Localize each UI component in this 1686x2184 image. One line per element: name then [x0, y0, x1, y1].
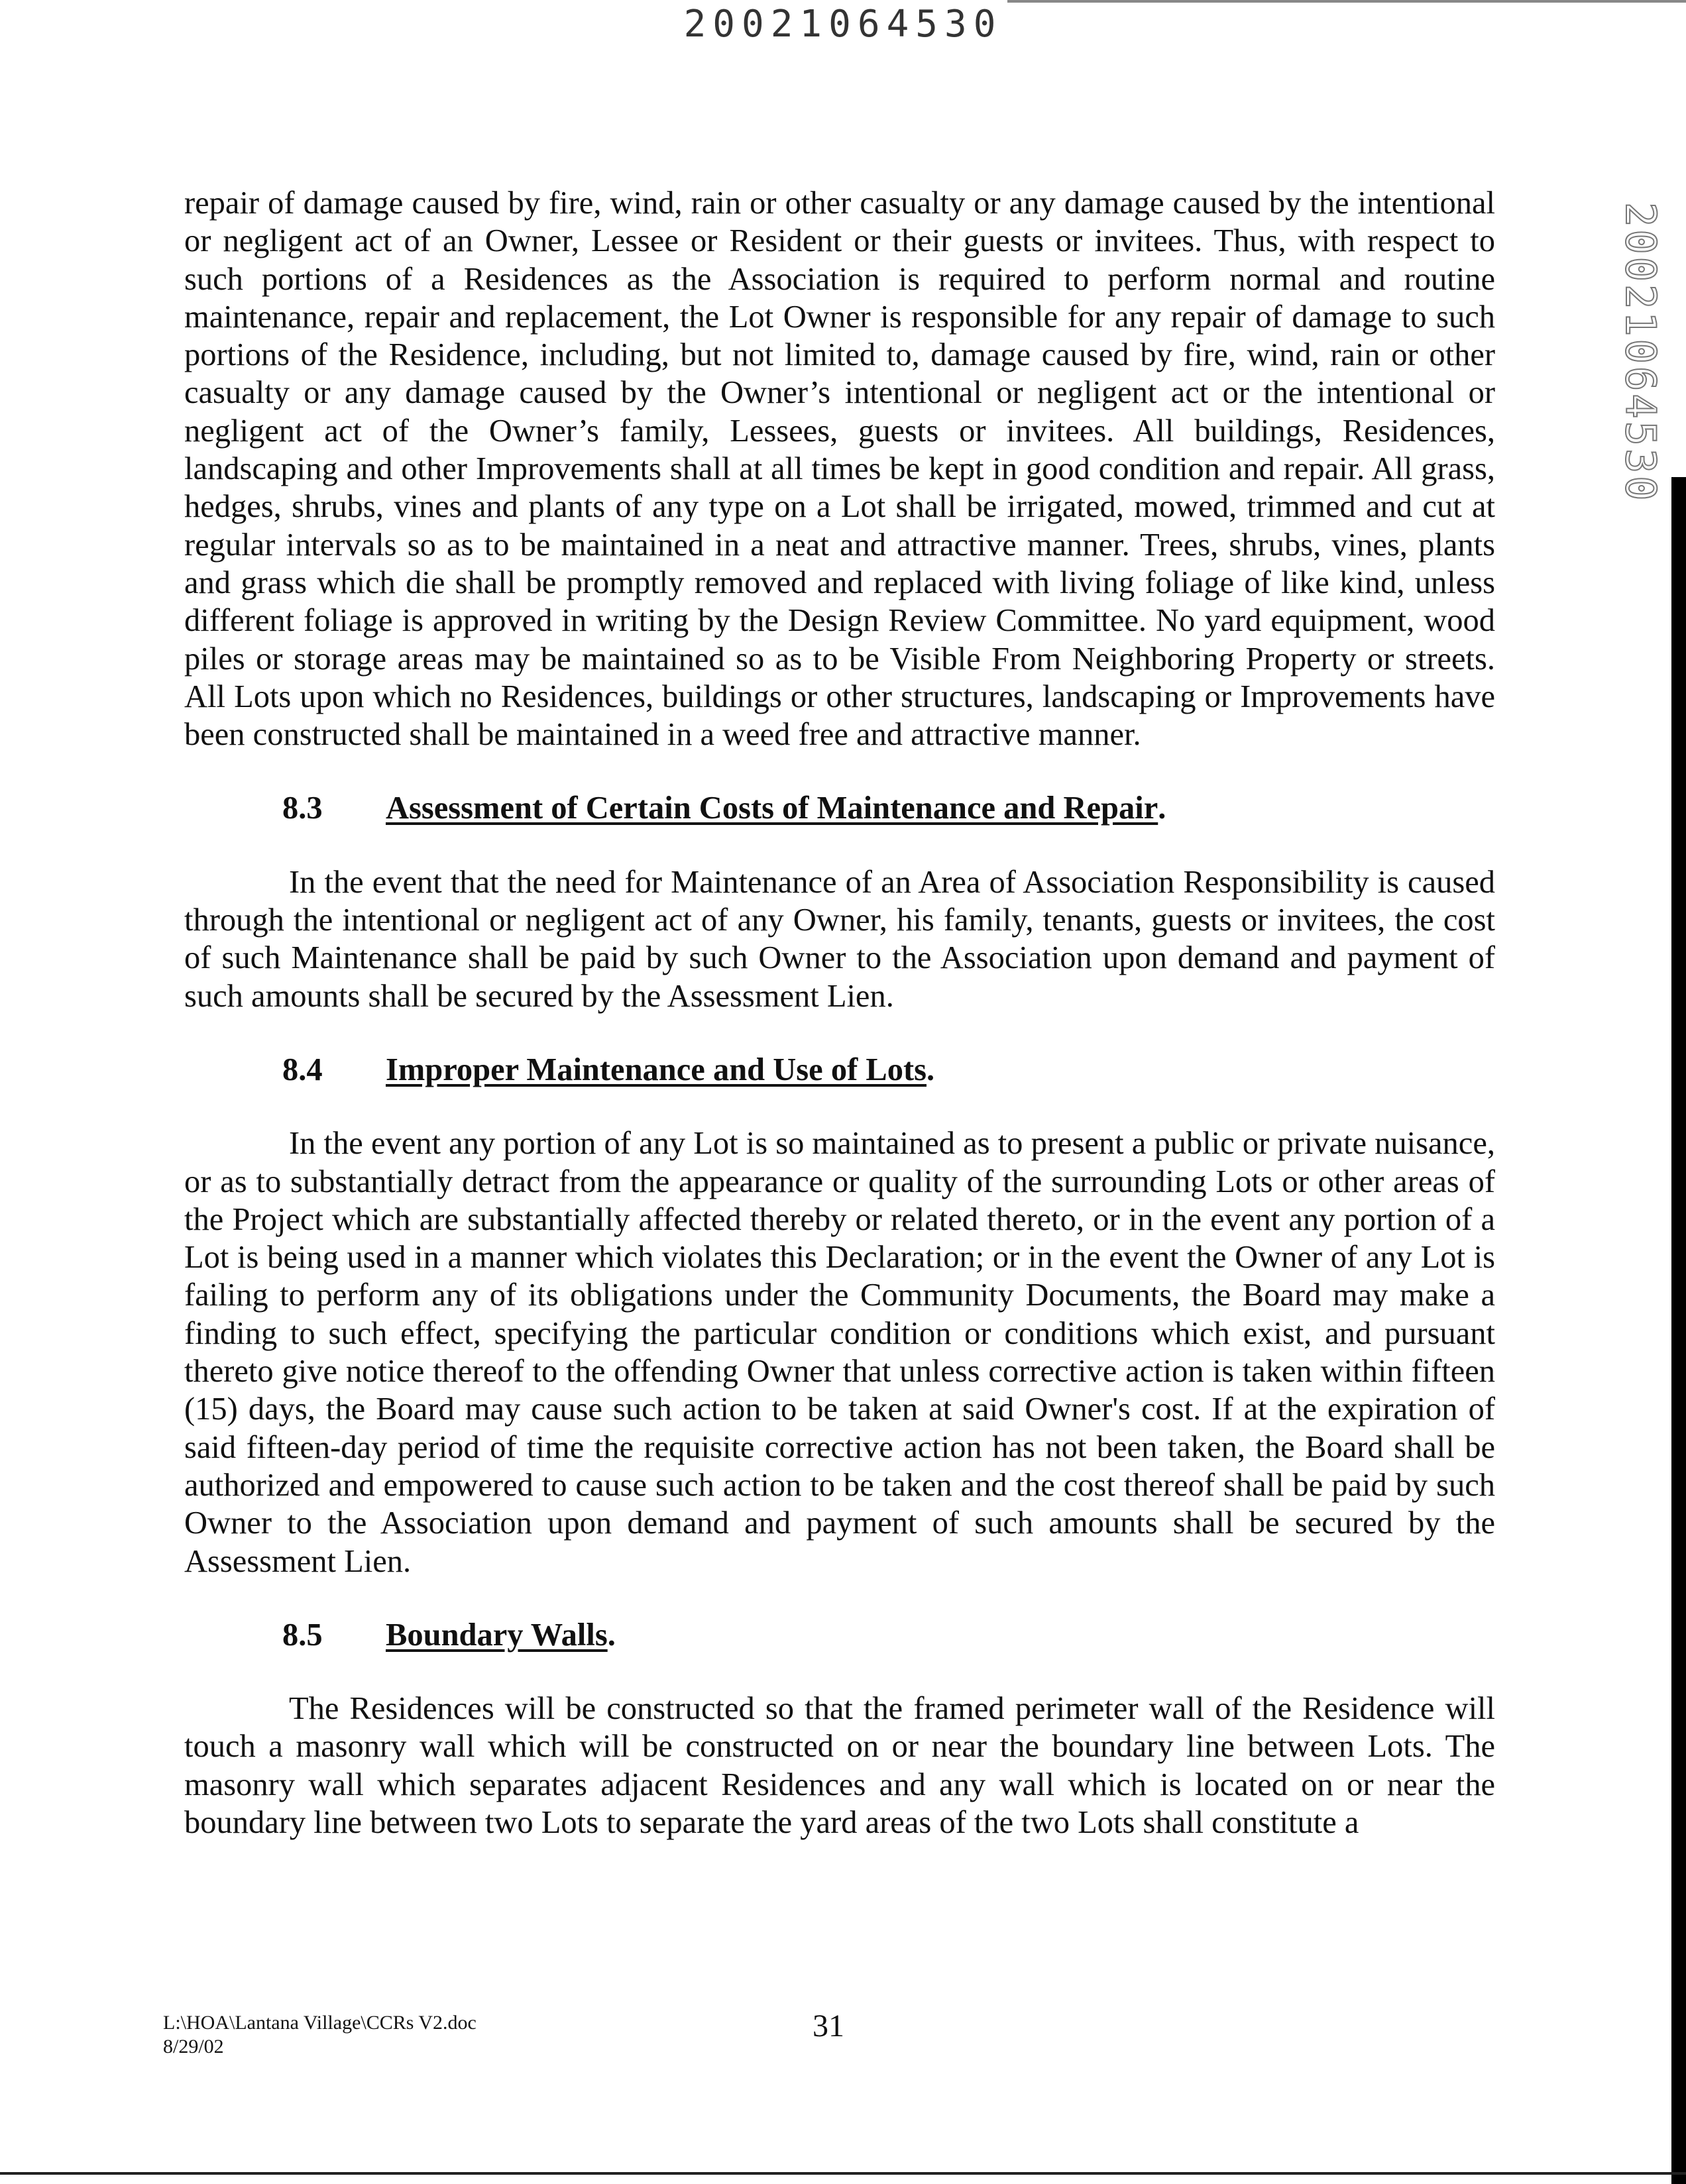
section-number: 8.5	[282, 1617, 323, 1653]
section-heading-8-5: 8.5 Boundary Walls .	[184, 1616, 1495, 1654]
opening-paragraph: repair of damage caused by fire, wind, rain or other casualty or any damage caused by the intentional or negligent act of an Owner, Lessee or Resident or their guests or invitees. Thus, with respect to such portions of a Residences as the Association is required to perform normal and routine maintenance, repair and replacement, the Lot Owner is responsible for any repair of damage to such portions of the Residence, including, but not limited to, damage caused by fire, wind, rain or other casualty or any damage caused by the Owner’s intentional or negligent act or the intentional or negligent act of the Owner’s family, Lessees, guests or invitees. All buildings, Residences, landscaping and other Improvements shall at all times be kept in good condition and repair. All grass, hedges, shrubs, vines and plants of any type on a Lot shall be irrigated, mowed, trimmed and cut at regular intervals so as to be maintained in a neat and attractive manner. Trees, shrubs, vines, plants and grass which die shall be promptly removed and replaced with living foliage of like kind, unless different foliage is approved in writing by the Design Review Committee. No yard equipment, wood piles or storage areas may be maintained so as to be Visible From Neighboring Property or streets. All Lots upon which no Residences, buildings or other structures, landscaping or Improvements have been constructed shall be maintained in a weed free and attractive manner.	[184, 186, 1495, 753]
section-title: Boundary Walls	[386, 1617, 608, 1653]
section-number: 8.4	[282, 1052, 323, 1087]
footer-file-path: L:\HOA\Lantana Village\CCRs V2.doc	[163, 2012, 477, 2034]
page-number: 31	[813, 2008, 844, 2044]
section-heading-8-4: 8.4 Improper Maintenance and Use of Lots .	[184, 1051, 1495, 1089]
section-title: Assessment of Certain Costs of Maintenance and Repair	[386, 791, 1158, 826]
footer-file-info	[163, 2011, 477, 2059]
bottom-rule	[0, 2172, 1686, 2175]
scan-edge-bar	[1671, 477, 1686, 2184]
section-paragraph-8-4: In the event any portion of any Lot is so maintained as to present a public or private nuisance, or as to substantially detract from the appearance or quality of the surrounding Lots or other areas of the Project which are substantially affected thereby or related thereto, or in the event any portion of a Lot is being used in a manner which violates this Declaration; or in the event the Owner of any Lot is failing to perform any of its obligations under the Community Documents, the Board may make a finding to such effect, specifying the particular condition or conditions which exist, and pursuant thereto give notice thereof to the offending Owner that unless corrective action is taken within fifteen (15) days, the Board may cause such action to be taken at said Owner's cost. If at the expiration of said fifteen-day period of time the requisite corrective action has not been taken, the Board shall be authorized and empowered to cause such action to be taken and the cost thereof shall be paid by such Owner to the Association upon demand and payment of such amounts shall be secured by the Assessment Lien.	[184, 1126, 1495, 1579]
section-title: Improper Maintenance and Use of Lots	[386, 1052, 927, 1087]
section-paragraph-8-3: In the event that the need for Maintenance of an Area of Association Responsibility is caused through the intentional or negligent act of any Owner, his family, tenants, guests or invitees, the cost of such Maintenance shall be paid by such Owner to the Association upon demand and payment of such amounts shall be secured by the Assessment Lien.	[184, 864, 1495, 1014]
section-heading-8-3: 8.3 Assessment of Certain Costs of Maintenance and Repair .	[184, 789, 1495, 827]
document-number: 20021064530	[683, 3, 1003, 46]
section-paragraph-8-5: The Residences will be constructed so that the framed perimeter wall of the Residence will touch a masonry wall which will be constructed on or near the boundary line between Lots. The masonry wall which separates adjacent Residences and any wall which is located on or near the boundary line between two Lots to separate the yard areas of the two Lots shall constitute a	[184, 1691, 1495, 1840]
footer-date: 8/29/02	[163, 2036, 224, 2057]
section-number: 8.3	[282, 791, 323, 826]
side-stamp: 20021064530	[1616, 202, 1665, 504]
document-body	[184, 184, 1495, 1841]
